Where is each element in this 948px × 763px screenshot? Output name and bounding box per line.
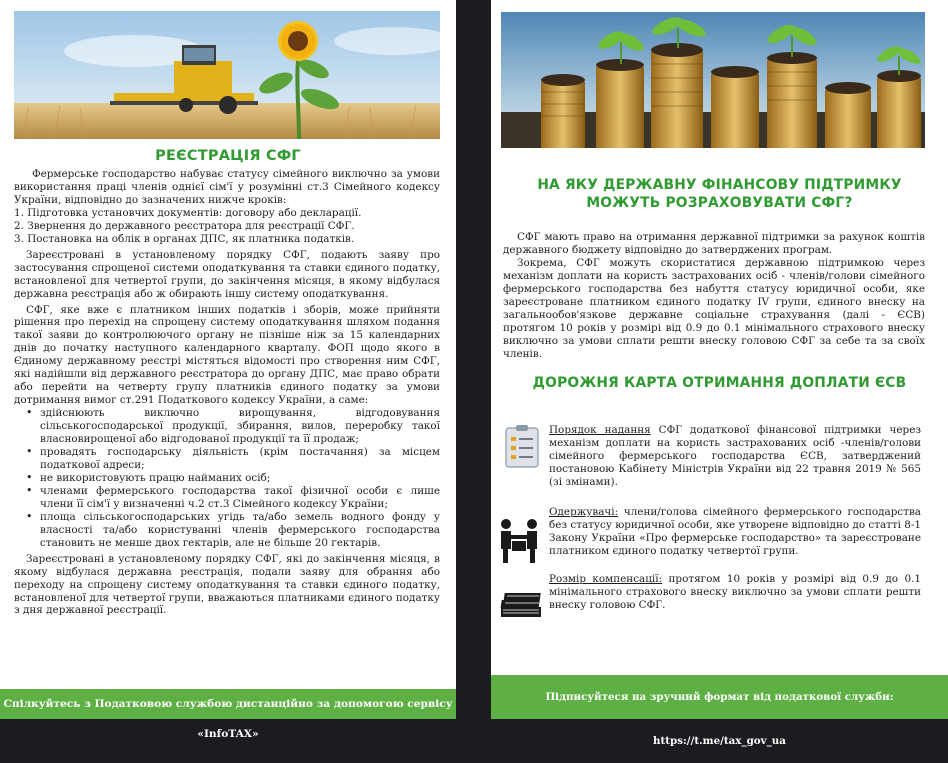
step-item: 3. Постановка на облік в органах ДПС, як платника податків. — [14, 232, 355, 245]
compensation-text: протягом 10 років у розмірі від 0.9 до 0.1 мінімального страхового внеску виключно за умови сплати решти внеску головою СФГ. — [549, 573, 921, 611]
coin-stacks-seedlings-photo — [501, 12, 925, 148]
support-paragraph-2: Зокрема, СФГ можуть скористатися державною підтримкою через механізм доплати на користь застрахованих осіб - членів/голови сімейного фермерського господарства без набуття статусу юридичної особи, яке зареєстроване платником єдиного податку IV групи, єдиного внеску на загальнообов'язкове державне соціальне страхування (далі - ЄСВ) протягом 10 років у розмірі від 0.9 до 0.1 мінімального страхового внеску виключно за умови сплати решти внеску головою СФГ за себе та за своїх членів. — [503, 256, 925, 360]
roadmap-item-compensation — [549, 573, 921, 612]
support-paragraph-1: СФГ мають право на отримання державної підтримки за рахунок коштів державного бюджету відповідно до затверджених програм. — [503, 231, 925, 256]
support-title — [491, 176, 948, 212]
support-title-line2: МОЖУТЬ РОЗРАХОВУВАТИ СФГ? — [586, 195, 853, 211]
telegram-footer-banner — [491, 675, 948, 747]
support-body — [503, 231, 925, 361]
intro-paragraph: Фермерське господарство набуває статусу сімейного виключно за умови використання праці членів однієї сім'ї у розумінні ст.3 Сімейного кодексу України, відповідно до зазначених нижче кроків: — [14, 168, 440, 206]
financial-support-panel — [491, 0, 948, 747]
infotax-footer-banner — [0, 689, 456, 740]
infotax-footer-text: Спілкуйтесь з Податковою службою дистанційно за допомогою сервісу «InfoTAX» — [3, 698, 453, 740]
recipients-label: Одержувачі: — [549, 506, 619, 518]
compensation-label: Розмір компенсації: — [549, 573, 663, 585]
handshake-icon — [499, 517, 539, 565]
list-item: • провадять господарську діяльність (крім постачання) за місцем податкової адреси; — [40, 446, 440, 472]
checklist-icon — [505, 424, 539, 468]
list-item: • здійснюють виключно вирощування, відгодовування сільськогосподарської продукції, збирання, вилов, переробку такої власновирощеної або відгодованої продукції та її продаж; — [40, 407, 440, 446]
requirements-list — [14, 407, 440, 549]
paragraph-transition: СФГ, яке вже є платником інших податків і зборів, може прийняти рішення про перехід на спрощену систему оподаткування шляхом подання такої заяви до контролюючого органу не пізніше ніж за 15 календарних днів до початку наступного календарного кварталу. ФОП щодо якого в Єдиному державному реєстрі містяться відомості про створення ним СФГ, які надійшли від державного реєстратора до органу ДПС, має право обрати або перейти на четверту групу платників єдиного податку за умови дотримання вимог ст.291 Податкового кодексу України, а саме: — [14, 303, 440, 407]
step-item: 2. Звернення до державного реєстратора для реєстрації СФГ. — [14, 219, 355, 232]
paragraph-simplified-tax: Зареєстровані в установленому порядку СФГ, подають заяву про застосування спрощеної системи оподаткування та ставки єдиного податку, встановленої для четвертої групи, до закінчення місяця, в якому відбулася державна реєстрація або ж обирають іншу систему оподаткування. — [14, 248, 440, 300]
procedure-text: СФГ додаткової фінансової підтримки через механізм доплати на користь застрахованих осіб -членів/голови сімейного фермерського господарства ЄСВ, затверджений постановою Кабінету Міністрів України від 22 травня 2019 № 565 (зі змінами). — [549, 424, 922, 488]
support-title-line1: НА ЯКУ ДЕРЖАВНУ ФІНАНСОВУ ПІДТРИМКУ — [537, 177, 902, 193]
roadmap-item-recipients — [549, 506, 921, 558]
harvester-sunflower-photo — [14, 11, 440, 139]
roadmap-title: ДОРОЖНЯ КАРТА ОТРИМАННЯ ДОПЛАТИ ЄСВ — [532, 375, 907, 391]
list-item: • площа сільськогосподарських угідь та/або земель водного фонду у власності та/або користуванні членів фермерського господарства становить не менше двох гектарів, але не більше 20 гектарів. — [40, 511, 440, 550]
recipients-text: члени/голова сімейного фермерського господарства без статусу юридичної особи, яке утворене відповідно до статті 8-1 Закону України «Про фермерське господарство» та зареєстроване платником єдиного податку четвертої групи. — [549, 506, 922, 557]
registration-body — [14, 168, 440, 617]
paragraph-payers: Зареєстровані в установленому порядку СФГ, які до закінчення місяця, в якому відбулася державна реєстрація, подали заяву для обрання або переходу на спрощену систему оподаткування та ставки єдиного податку, встановленої для четвертої групи, вважаються платниками єдиного податку з дня державної реєстрації. — [14, 552, 440, 617]
roadmap-item-procedure — [549, 424, 921, 489]
money-stack-icon — [499, 591, 543, 619]
list-item: • не використовують працю найманих осіб; — [40, 472, 440, 485]
telegram-footer-text[interactable]: Підписуйтеся на зручний формат від податкової служби: https://t.me/tax_gov_ua — [545, 691, 894, 747]
procedure-label: Порядок надання — [549, 424, 651, 436]
registration-title: РЕЄСТРАЦІЯ СФГ — [155, 148, 301, 164]
registration-panel — [0, 0, 456, 740]
step-item: 1. Підготовка установчих документів: договору або декларації. — [14, 206, 362, 219]
list-item: • членами фермерського господарства такої фізичної особи є лише члени її сім'ї у визначенні ч.2 ст.3 Сімейного кодексу України; — [40, 485, 440, 511]
